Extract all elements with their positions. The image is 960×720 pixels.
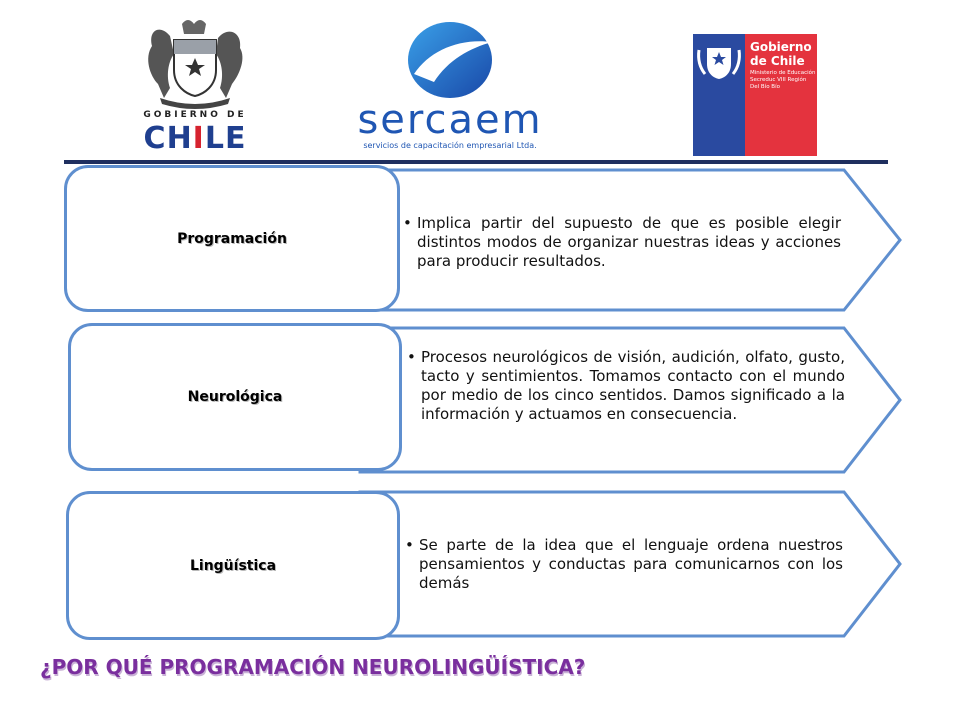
- row-programacion-text: • Implica partir del supuesto de que es posible elegir distintos modos de organizar nuestras ideas y acciones para producir resultados.: [403, 214, 841, 270]
- sercaem-swoosh-icon: [330, 20, 570, 100]
- chile-logo-main-text: CHILE: [143, 121, 247, 156]
- row-linguistica-label: Lingüística: [189, 557, 277, 574]
- chile-coat-of-arms-icon: [130, 18, 260, 110]
- mineduc-logo-title: Gobierno de Chile: [750, 40, 812, 68]
- mineduc-crest-icon: [693, 34, 745, 94]
- bullet-icon: •: [403, 214, 412, 232]
- row-neurologica-text: • Procesos neurológicos de visión, audición, olfato, gusto, tacto y sentimientos. Tomamos contacto con el mundo por medio de los cinco sentidos. Damos significado a la información y actuamos en consecuencia.: [407, 348, 845, 423]
- sercaem-logo: [330, 20, 570, 150]
- sercaem-logo-name: sercaem: [357, 97, 543, 143]
- row-programacion-label: Programación: [177, 230, 287, 247]
- mineduc-logo: [693, 34, 817, 156]
- bullet-icon: •: [405, 536, 414, 554]
- sercaem-logo-tagline: servicios de capacitación empresarial Ltda.: [363, 141, 537, 150]
- page-title: ¿POR QUÉ PROGRAMACIÓN NEUROLINGÜÍSTICA?: [40, 655, 586, 679]
- row-neurologica-label: Neurológica: [187, 389, 283, 405]
- row-programacion-card: [64, 165, 400, 312]
- bullet-icon: •: [407, 348, 416, 366]
- row-linguistica-text: • Se parte de la idea que el lenguaje ordena nuestros pensamientos y conductas para comunicarnos con los demás: [405, 536, 843, 592]
- row-linguistica-card: [66, 491, 400, 640]
- row-neurologica-card: [68, 323, 402, 471]
- chile-logo-top-text: GOBIERNO DE: [143, 110, 247, 120]
- gobierno-de-chile-logo: [130, 18, 260, 154]
- mineduc-logo-blue-band: [693, 34, 745, 156]
- mineduc-logo-subtitle: Ministerio de Educación Secreduc VIII Región Del Bío Bío: [750, 70, 816, 90]
